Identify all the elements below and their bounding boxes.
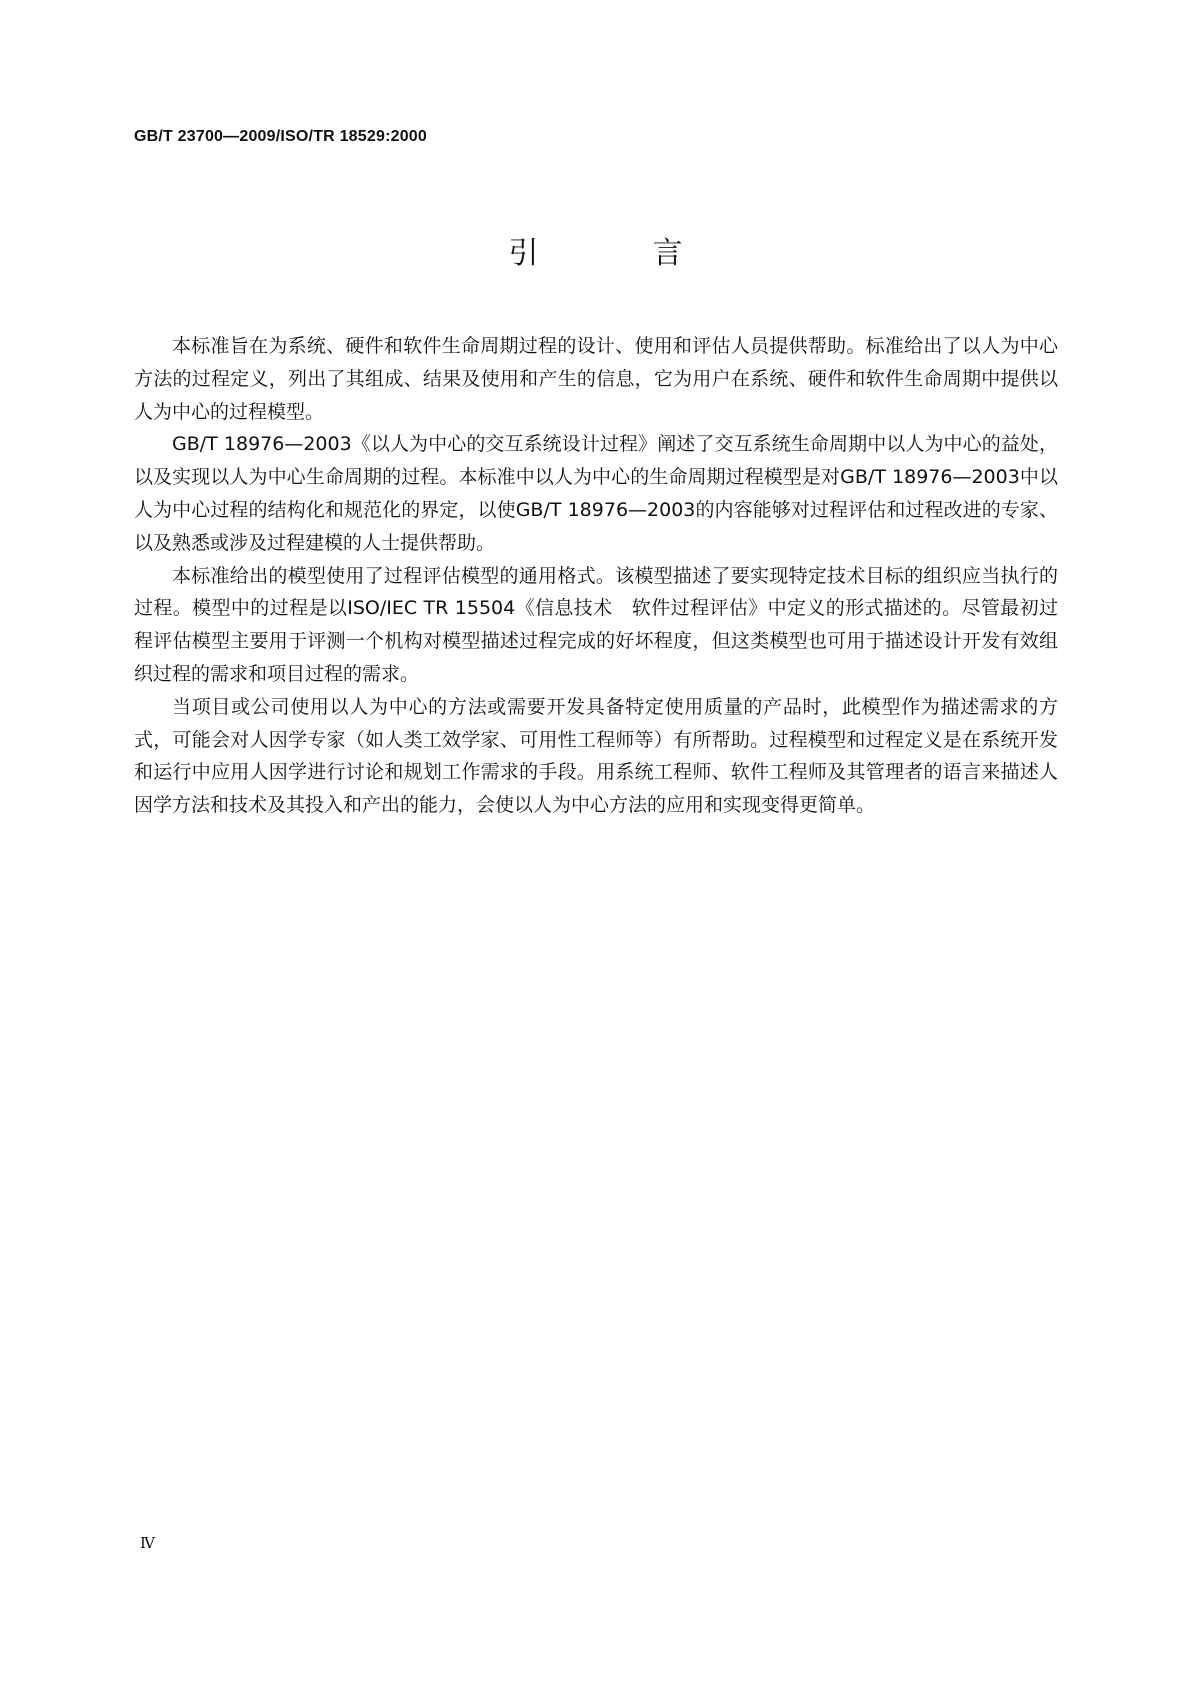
paragraph: 当项目或公司使用以人为中心的方法或需要开发具备特定使用质量的产品时，此模型作为描述需求的方式，可能会对人因学专家（如人类工效学家、可用性工程师等）有所帮助。过程模型和过程定义是在系统开发和运行中应用人因学进行讨论和规划工作需求的手段。用系统工程师、软件工程师及其管理者的语言来描述人因学方法和技术及其投入和产出的能力，会使以人为中心方法的应用和实现变得更简单。 (134, 695, 1058, 817)
standard-number-header: GB/T 23700—2009/ISO/TR 18529:2000 (134, 128, 427, 145)
paragraph: 本标准给出的模型使用了过程评估模型的通用格式。该模型描述了要实现特定技术目标的组织应当执行的过程。模型中的过程是以ISO/IEC TR 15504《信息技术 软件过程评估》中定义的形式描述的。尽管最初过程评估模型主要用于评测一个机构对模型描述过程完成的好坏程度，但这类模型也可用于描述设计开发有效组织过程的需求和项目过程的需求。 (134, 564, 1058, 685)
introduction-body (134, 330, 1058, 822)
paragraph: GB/T 18976—2003《以人为中心的交互系统设计过程》阐述了交互系统生命周期中以人为中心的益处，以及实现以人为中心生命周期的过程。本标准中以人为中心的生命周期过程模型是对GB/T 18976—2003中以人为中心过程的结构化和规范化的界定，以使GB/T 18976—2003的内容能够对过程评估和过程改进的专家、以及熟悉或涉及过程建模的人士提供帮助。 (134, 433, 1058, 554)
page-number: Ⅳ (140, 1536, 155, 1552)
paragraph: 本标准旨在为系统、硬件和软件生命周期过程的设计、使用和评估人员提供帮助。标准给出了以人为中心方法的过程定义，列出了其组成、结果及使用和产生的信息，它为用户在系统、硬件和软件生命周期中提供以人为中心的过程模型。 (134, 335, 1058, 423)
page-title: 引 言 (508, 236, 725, 271)
